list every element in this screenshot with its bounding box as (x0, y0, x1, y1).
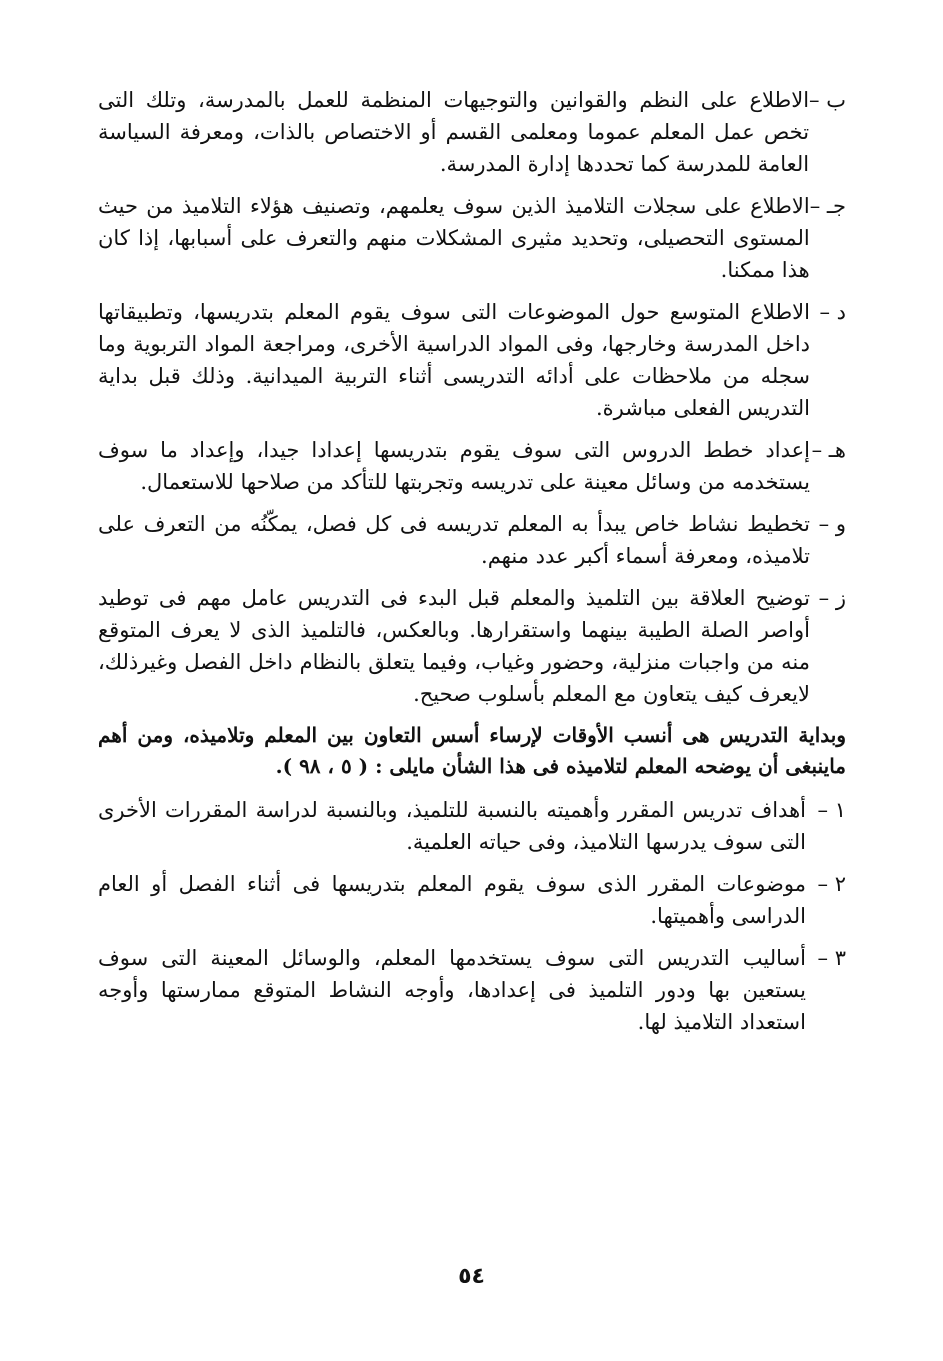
list-item-j (98, 190, 846, 286)
numbered-item-2 (98, 868, 846, 932)
item-text: أساليب التدريس التى سوف يستخدمها المعلم، والوسائل المعينة التى سوف يستعين بها ودور التلميذ فى إعدادها، وأوجه النشاط المتوقع ممارستها وأوجه استعداد التلاميذ لها. (98, 946, 806, 1034)
item-marker: هـ – (811, 438, 846, 462)
bold-intro-paragraph: وبداية التدريس هى أنسب الأوقات لإرساء أسس التعاون بين المعلم وتلاميذه، ومن أهم ماينبغى أن يوضحه المعلم لتلاميذه فى هذا الشأن مايلى : ( ٥ ، ٩٨ ). (98, 723, 846, 778)
list-item-h (98, 434, 846, 498)
item-text: توضيح العلاقة بين التلميذ والمعلم قبل البدء فى التدريس عامل مهم فى توطيد أواصر الصلة الطيبة بينهما واستقرارها. وبالعكس، فالتلميذ الذى لا يعرف المتوقع منه من واجبات منزلية، وحضور وغياب، وفيما يتعلق بالنظام داخل الفصل وغيرذلك، لايعرف كيف يتعاون مع المعلم بأسلوب صحيح. (98, 586, 810, 706)
item-marker: جـ – (809, 194, 846, 218)
list-item-w (98, 508, 846, 572)
item-number: ٣ – (817, 946, 846, 970)
numbered-item-3 (98, 942, 846, 1038)
item-text: الاطلاع على سجلات التلاميذ الذين سوف يعلمهم، وتصنيف هؤلاء التلاميذ من حيث المستوى التحصيلى، وتحديد مثيرى المشكلات منهم والتعرف على أسبابها، إذا كان هذا ممكنا. (98, 194, 810, 282)
item-text: الاطلاع على النظم والقوانين والتوجيهات المنظمة للعمل بالمدرسة، وتلك التى تخص عمل المعلم عموما ومعلمى القسم أو الاختصاص بالذات، ومعرفة السياسة العامة للمدرسة كما تحددها إدارة المدرسة. (98, 88, 810, 176)
page-number: ٥٤ (458, 1264, 485, 1289)
item-text: موضوعات المقرر الذى سوف يقوم المعلم بتدريسها فى أثناء الفصل أو العام الدراسى وأهميتها. (98, 872, 806, 928)
list-item-d (98, 296, 846, 424)
item-text: أهداف تدريس المقرر وأهميته بالنسبة للتلميذ، وبالنسبة لدراسة المقررات الأخرى التى سوف يدرسها التلاميذ، وفى حياته العلمية. (98, 798, 806, 854)
item-marker: د – (819, 300, 846, 324)
item-marker: و – (818, 512, 846, 536)
numbered-item-1 (98, 794, 846, 858)
page-body (98, 84, 846, 1048)
item-text: الاطلاع المتوسع حول الموضوعات التى سوف يقوم المعلم بتدريسها، وتطبيقاتها داخل المدرسة وخارجها، وفى المواد الدراسية الأخرى، ومراجعة المواد التربوية وما سجله من ملاحظات على أدائه التدريسى أثناء التربية الميدانية. وذلك قبل بداية التدريس الفعلى مباشرة. (98, 300, 810, 420)
item-text: إعداد خطط الدروس التى سوف يقوم بتدريسها إعدادا جيدا، وإعداد ما سوف يستخدمه من وسائل معينة على تدريسه وتجربتها للتأكد من صلاحها للاستعمال. (98, 438, 810, 494)
item-number: ١ – (817, 798, 846, 822)
list-item-z (98, 582, 846, 710)
item-text: تخطيط نشاط خاص يبدأ به المعلم تدريسه فى كل فصل، يمكّنُه من التعرف على تلاميذه، ومعرفة أسماء أكبر عدد منهم. (98, 512, 810, 568)
item-marker: ز – (818, 586, 846, 610)
item-marker: ب – (809, 88, 846, 112)
list-item-b (98, 84, 846, 180)
item-number: ٢ – (817, 872, 846, 896)
